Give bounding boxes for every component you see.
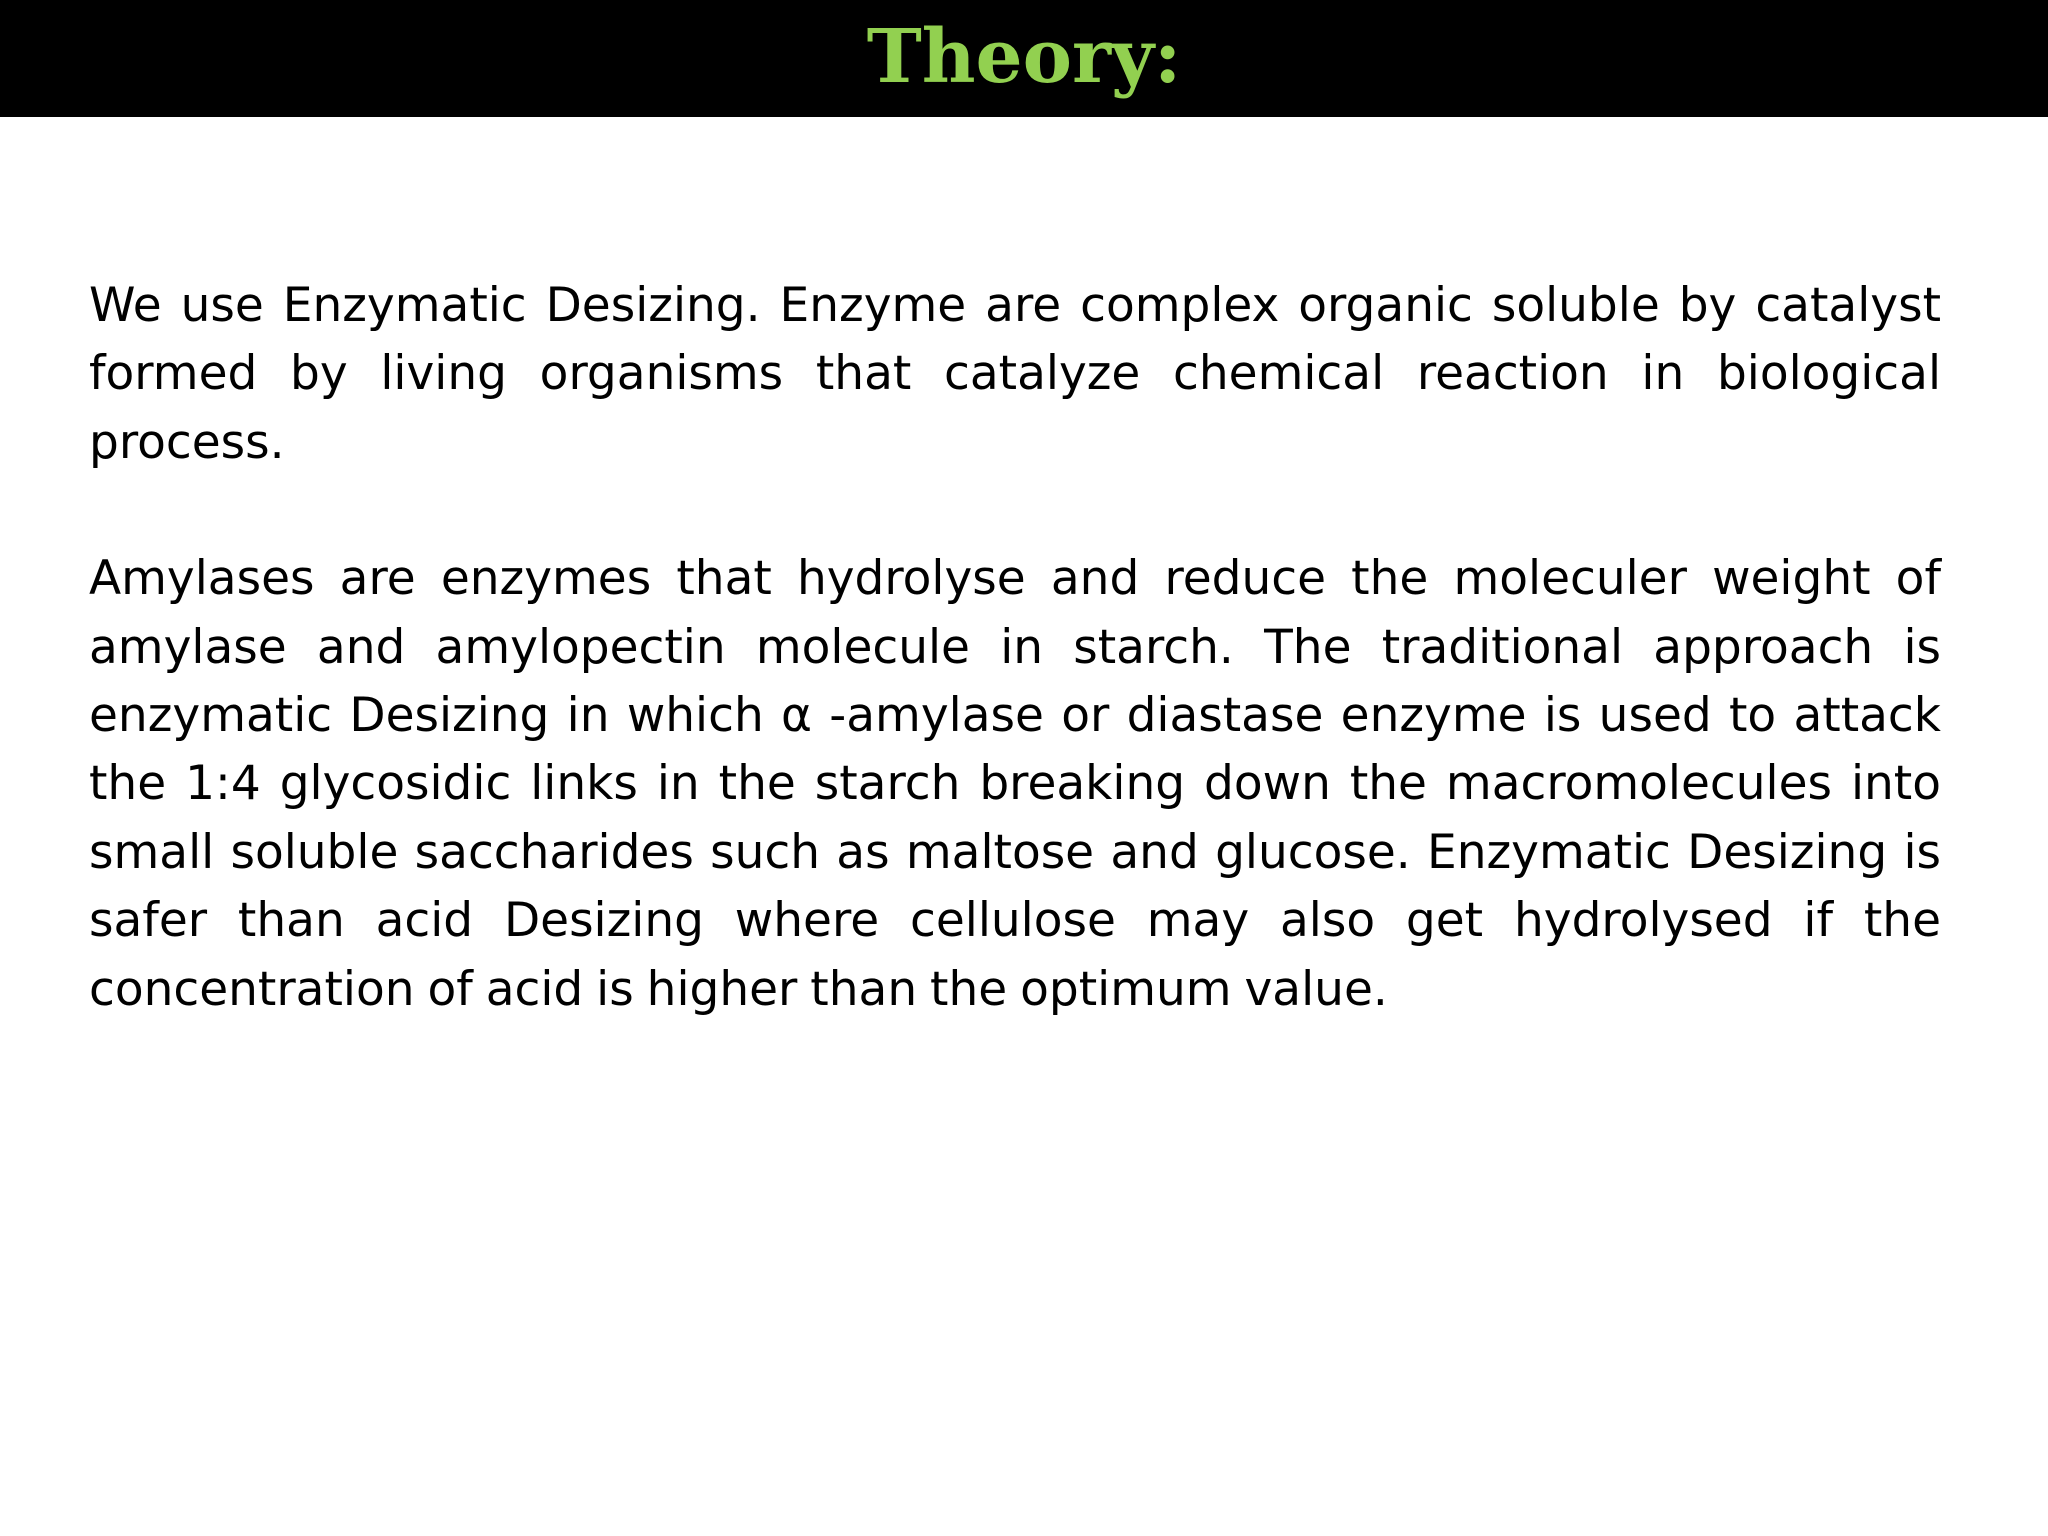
paragraph-amylases: Amylases are enzymes that hydrolyse and reduce the moleculer weight of amylase and amylopectin molecule in starch. The traditional approach is enzymatic Desizing in which α -amylase or diastase enzyme is used to attack the 1:4 glycosidic links in the starch breaking down the macromolecules into small soluble saccharides such as maltose and glucose. Enzymatic Desizing is safer than acid Desizing where cellulose may also get hydrolysed if the concentration of acid is higher than the optimum value.: [89, 551, 1941, 1017]
slide-body: [89, 272, 1941, 1024]
slide-title: Theory:: [866, 13, 1182, 100]
paragraph-enzymatic-desizing: We use Enzymatic Desizing. Enzyme are complex organic soluble by catalyst formed by living organisms that catalyze chemical reaction in biological process.: [89, 278, 1941, 470]
title-bar: [0, 0, 2048, 117]
